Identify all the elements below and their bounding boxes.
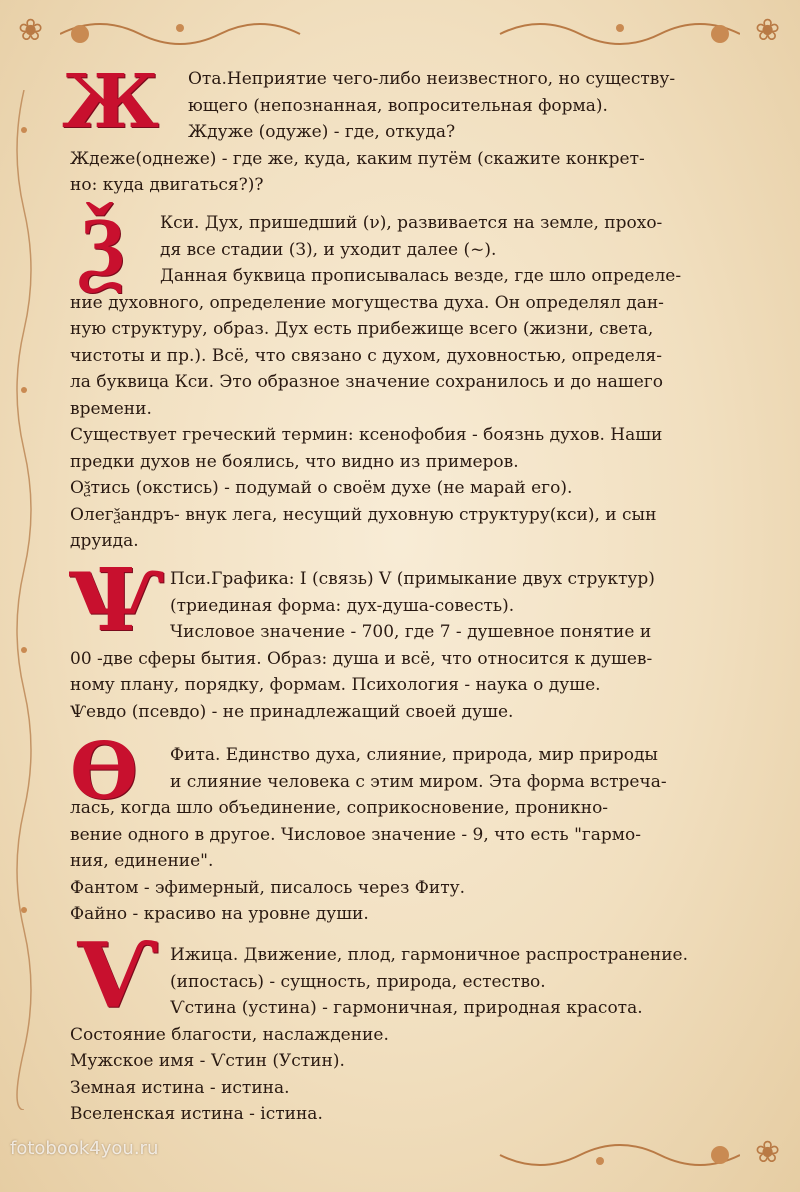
initial-zhe: Ж [62, 59, 160, 145]
text-line: ние духовного, определение могущества духа. Он определял дан- [70, 292, 664, 313]
top-vine-ornament-icon [60, 14, 740, 54]
section-zhe [70, 66, 740, 199]
text-line: лась, когда шло объединение, соприкосновение, проникно- [70, 798, 609, 818]
text-line: друида. [70, 531, 139, 551]
text-line: (триединая форма: дух-душа-совесть). [170, 595, 515, 616]
text-line: Ота.Неприятие чего-либо неизвестного, но существу- [188, 69, 676, 89]
text-line: чистоты и пр.). Всё, что связано с духом, духовностью, определя- [70, 345, 662, 366]
text-line: Данная буквица прописывалась везде, где шло определе- [160, 266, 682, 286]
text-line: Ждуже (одуже) - где, откуда? [188, 122, 456, 142]
section-fita [70, 742, 740, 928]
floral-corner-icon: ❀ [18, 13, 44, 48]
text-line: Ѱевдо (псевдо) - не принадлежащий своей душе. [70, 701, 514, 722]
initial-psi: Ѱ [68, 550, 163, 651]
text-line: предки духов не боялись, что видно из примеров. [70, 451, 519, 472]
text-line: и слияние человека с этим миром. Эта форма встреча- [170, 771, 667, 792]
text-line: Ѵстина (устина) - гармоничная, природная красота. [170, 998, 643, 1018]
text-line: но: куда двигаться?)? [70, 175, 264, 195]
text-line: Земная истина - истина. [70, 1077, 290, 1098]
bottom-vine-ornament-icon [60, 1135, 740, 1175]
text-line: Фита. Единство духа, слияние, природа, мир природы [170, 745, 658, 765]
text-line: ния, единение". [70, 851, 214, 871]
text-line: ла буквица Кси. Это образное значение сохранилось и до нашего [70, 372, 663, 392]
section-psi [70, 566, 740, 725]
text-line: ющего (непознанная, вопросительная форма). [188, 95, 608, 116]
text-line: Мужское имя - Ѵстин (Устин). [70, 1051, 345, 1071]
text-line: Ижица. Движение, плод, гармоничное распространение. [170, 945, 689, 965]
text-line: ному плану, порядку, формам. Психология - наука о душе. [70, 675, 601, 695]
text-line: времени. [70, 398, 152, 419]
floral-corner-icon: ❀ [755, 1135, 781, 1170]
text-line: Фантом - эфимерный, писалось через Фиту. [70, 877, 466, 898]
text-line: 00 -две сферы бытия. Образ: душа и всё, что относится к душев- [70, 648, 653, 669]
text-line: Состояние благости, наслаждение. [70, 1024, 389, 1045]
left-vine-ornament-icon [10, 90, 38, 1110]
text-line: дя все стадии (З), и уходит далее (~). [160, 239, 497, 260]
text-line: Ждеже(однеже) - где же, куда, каким путём (скажите конкрет- [70, 148, 645, 169]
section-izhitsa [70, 942, 740, 1128]
text-line: ную структуру, образ. Дух есть прибежище всего (жизни, света, [70, 319, 654, 339]
text-line: Файно - красиво на уровне души. [70, 904, 369, 924]
text-line: Олегѯандръ- внук лега, несущий духовную структуру(кси), и сын [70, 504, 657, 525]
floral-corner-icon: ❀ [755, 13, 781, 48]
text-line: (ипостась) - сущность, природа, естество. [170, 971, 546, 992]
initial-izhitsa: Ѵ [76, 923, 159, 1029]
text-line: Числовое значение - 700, где 7 - душевное понятие и [170, 622, 652, 642]
text-line: Вселенская истина - істина. [70, 1104, 323, 1124]
initial-fita: Ѳ [70, 726, 138, 817]
watermark: fotobook4you.ru [10, 1138, 159, 1159]
text-line: вение одного в другое. Числовое значение - 9, что есть "гармо- [70, 824, 642, 845]
text-line: Пси.Графика: I (связь) V (примыкание двух структур) [170, 569, 655, 589]
initial-ksi: Ѯ [80, 196, 125, 295]
text-line: Оѯтись (окстись) - подумай о своём духе (не марай его). [70, 478, 573, 498]
text-line: Кси. Дух, пришедший (ν), развивается на земле, прохо- [160, 213, 663, 233]
text-line: Существует греческий термин: ксенофобия - боязнь духов. Наши [70, 425, 663, 445]
section-ksi [70, 210, 740, 555]
